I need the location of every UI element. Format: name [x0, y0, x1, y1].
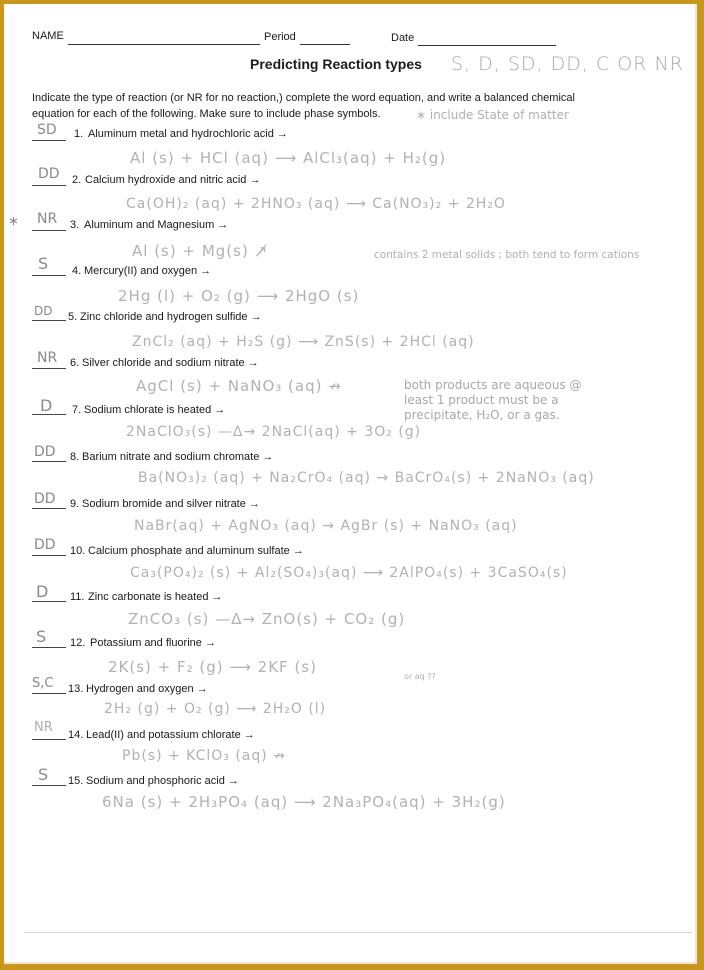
equation-3: Al (s) + Mg(s) ↗̸ — [132, 242, 269, 260]
answer-1[interactable]: SD — [37, 122, 57, 138]
answer-line — [32, 230, 66, 231]
question-prompt: Aluminum metal and hydrochloric acid → — [88, 128, 288, 140]
answer-line — [32, 739, 66, 740]
answer-line — [32, 140, 66, 141]
question-prompt: Sodium and phosphoric acid → — [86, 775, 239, 787]
answer-line — [32, 647, 66, 648]
answer-15[interactable]: S — [38, 765, 49, 784]
equation-6: AgCl (s) + NaNO₃ (aq) ↛ — [136, 377, 342, 395]
answer-6[interactable]: NR — [37, 350, 58, 366]
note-3: contains 2 metal solids ; both tend to form cations — [374, 249, 640, 261]
instructions-line-1: Indicate the type of reaction (or NR for no reaction,) complete the word equation, and write a balanced chemical — [32, 92, 575, 104]
question-number: 3. — [70, 219, 80, 231]
date-field-line[interactable] — [418, 45, 556, 46]
instructions-line-2: equation for each of the following. Make sure to include phase symbols. — [32, 108, 381, 120]
instructions-annotation: ∗ include State of matter — [416, 108, 569, 122]
answer-line — [32, 320, 66, 321]
equation-11: ZnCO₃ (s) —Δ→ ZnO(s) + CO₂ (g) — [128, 610, 406, 628]
name-label: NAME — [32, 30, 64, 42]
question-prompt: Sodium bromide and silver nitrate → — [82, 498, 260, 510]
question-number: 12. — [70, 637, 86, 649]
equation-15: 6Na (s) + 2H₃PO₄ (aq) ⟶ 2Na₃PO₄(aq) + 3H₂(g) — [102, 793, 506, 811]
question-number: 15. — [68, 775, 84, 787]
page-title: Predicting Reaction types — [250, 56, 422, 72]
equation-13: 2H₂ (g) + O₂ (g) ⟶ 2H₂O (l) — [104, 701, 327, 717]
name-field-line[interactable] — [68, 44, 260, 45]
period-field-line[interactable] — [300, 44, 350, 45]
answer-7[interactable]: D — [40, 396, 53, 415]
question-number: 7. — [72, 404, 82, 416]
question-number: 14. — [68, 729, 84, 741]
answer-line — [32, 185, 66, 186]
answer-2[interactable]: DD — [38, 166, 60, 182]
answer-5[interactable]: DD — [34, 304, 53, 318]
date-label: Date — [391, 32, 415, 44]
equation-4: 2Hg (l) + O₂ (g) ⟶ 2HgO (s) — [118, 287, 360, 305]
answer-14[interactable]: NR — [34, 720, 53, 735]
equation-10: Ca₃(PO₄)₂ (s) + Al₂(SO₄)₃(aq) ⟶ 2AlPO₄(s) + 3CaSO₄(s) — [130, 565, 568, 581]
equation-14: Pb(s) + KClO₃ (aq) ↛ — [122, 748, 286, 764]
answer-line — [32, 414, 66, 415]
equation-1: Al (s) + HCl (aq) ⟶ AlCl₃(aq) + H₂(g) — [130, 149, 447, 167]
star-mark-icon: ∗ — [8, 214, 19, 229]
answer-line — [32, 461, 66, 462]
question-prompt: Lead(II) and potassium chlorate → — [86, 729, 255, 741]
question-prompt: Aluminum and Magnesium → — [84, 219, 229, 231]
equation-2: Ca(OH)₂ (aq) + 2HNO₃ (aq) ⟶ Ca(NO₃)₂ + 2H₂O — [126, 196, 506, 212]
question-prompt: Calcium phosphate and aluminum sulfate → — [88, 545, 304, 557]
question-number: 2. — [72, 174, 82, 186]
answer-line — [32, 693, 66, 694]
question-prompt: Zinc chloride and hydrogen sulfide → — [80, 311, 262, 323]
question-prompt: Zinc carbonate is heated → — [88, 591, 223, 603]
answer-13[interactable]: S,C — [32, 676, 54, 691]
question-number: 11. — [70, 591, 85, 603]
answer-line — [32, 368, 66, 369]
equation-8: Ba(NO₃)₂ (aq) + Na₂CrO₄ (aq) → BaCrO₄(s) + 2NaNO₃ (aq) — [138, 470, 595, 486]
question-number: 9. — [70, 498, 80, 510]
question-prompt: Sodium chlorate is heated → — [84, 404, 226, 416]
question-prompt: Calcium hydroxide and nitric acid → — [85, 174, 261, 186]
answer-12[interactable]: S — [36, 627, 47, 646]
answer-9[interactable]: DD — [34, 491, 56, 507]
bottom-divider — [24, 932, 692, 933]
question-prompt: Potassium and fluorine → — [90, 637, 216, 649]
question-number: 13. — [68, 683, 84, 695]
answer-4[interactable]: S — [38, 254, 49, 273]
answer-line — [32, 508, 66, 509]
answer-line — [32, 555, 66, 556]
question-number: 6. — [70, 357, 80, 369]
answer-8[interactable]: DD — [34, 444, 56, 460]
title-annotation: S, D, SD, DD, C OR NR — [451, 53, 684, 75]
answer-line — [32, 785, 66, 786]
equation-9: NaBr(aq) + AgNO₃ (aq) → AgBr (s) + NaNO₃ (aq) — [134, 518, 518, 534]
question-number: 8. — [70, 451, 80, 463]
question-number: 5. — [68, 311, 78, 323]
answer-line — [32, 275, 66, 276]
question-prompt: Barium nitrate and sodium chromate → — [82, 451, 274, 463]
question-prompt: Silver chloride and sodium nitrate → — [82, 357, 259, 369]
equation-12: 2K(s) + F₂ (g) ⟶ 2KF (s) — [108, 658, 317, 676]
equation-7: 2NaClO₃(s) —Δ→ 2NaCl(aq) + 3O₂ (g) — [126, 424, 422, 440]
question-number: 1. — [74, 128, 84, 140]
question-prompt: Mercury(II) and oxygen → — [84, 265, 212, 277]
question-prompt: Hydrogen and oxygen → — [86, 683, 208, 695]
question-number: 4. — [72, 265, 82, 277]
answer-11[interactable]: D — [36, 582, 49, 601]
period-label: Period — [264, 31, 296, 43]
note-6: both products are aqueous @ least 1 product must be a precipitate, H₂O, or a gas. — [404, 378, 582, 422]
answer-10[interactable]: DD — [34, 537, 56, 553]
note-12: or aq ?? — [404, 672, 436, 681]
answer-3[interactable]: NR — [37, 211, 58, 227]
answer-line — [32, 601, 66, 602]
equation-5: ZnCl₂ (aq) + H₂S (g) ⟶ ZnS(s) + 2HCl (aq) — [132, 334, 475, 350]
question-number: 10. — [70, 545, 86, 557]
worksheet-page — [4, 4, 697, 964]
